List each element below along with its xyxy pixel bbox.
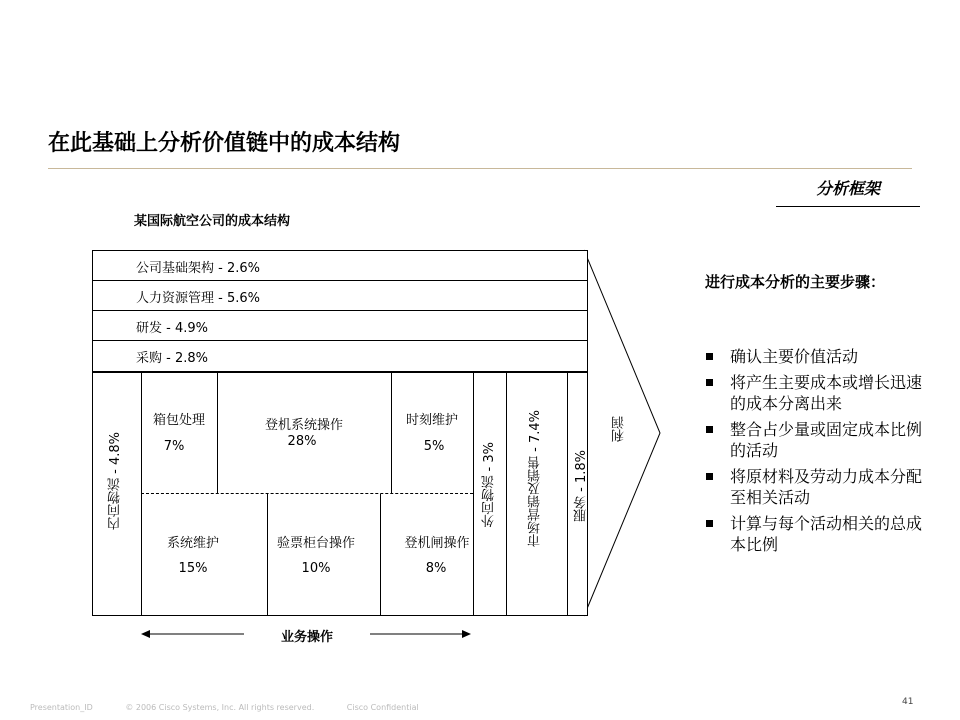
op-boarding-system-name: 登机系统操作 xyxy=(264,418,343,433)
step-text: 整合占少量或固定成本比例的活动 xyxy=(730,420,923,460)
footer-presentation-id: Presentation_ID xyxy=(30,703,93,712)
support-label-rnd: 研发 - 4.9% xyxy=(136,321,208,336)
chart-title: 某国际航空公司的成本结构 xyxy=(134,214,291,229)
steps-title: 进行成本分析的主要步骤： xyxy=(705,273,886,291)
list-item xyxy=(706,372,936,414)
op-gate-name: 登机闸操作 xyxy=(404,536,470,551)
list-item xyxy=(706,346,936,367)
op-gate-pct: 8% xyxy=(425,561,447,576)
support-label-hr: 人力资源管理 - 5.6% xyxy=(136,291,260,306)
op-ticket-counter-name: 验票柜台操作 xyxy=(276,536,355,551)
step-text: 确认主要价值活动 xyxy=(730,347,859,366)
step-text: 将产生主要成本或增长迅速的成本分离出来 xyxy=(730,373,923,413)
footer-copyright: © 2006 Cisco Systems, Inc. All rights reserved. xyxy=(125,703,315,712)
inbound-logistics-label: 内向物流 - 4.8% xyxy=(108,432,123,530)
support-label-procurement: 采购 - 2.8% xyxy=(136,351,208,366)
bullet-icon xyxy=(706,520,713,527)
op-ticket-counter-pct: 10% xyxy=(301,561,331,576)
page-number: 41 xyxy=(902,697,914,707)
footer xyxy=(30,703,449,712)
bullet-icon xyxy=(706,473,713,480)
bullet-icon xyxy=(706,426,713,433)
op-boarding-system-pct: 28% xyxy=(287,434,317,449)
op-system-maintenance-pct: 15% xyxy=(178,561,208,576)
outbound-logistics-label: 外向物流 - 3% xyxy=(482,442,497,528)
operations-label: 业务操作 xyxy=(280,630,333,645)
bullet-icon xyxy=(706,353,713,360)
op-baggage-name: 箱包处理 xyxy=(152,413,205,428)
list-item xyxy=(706,466,936,508)
op-baggage-pct: 7% xyxy=(163,439,185,454)
profit-label: 利润 xyxy=(612,416,627,442)
service-label: 服务 - 1.8% xyxy=(574,450,589,522)
op-schedule-name: 时刻维护 xyxy=(405,413,458,428)
op-system-maintenance-name: 系统维护 xyxy=(166,536,219,551)
steps-list xyxy=(706,346,936,560)
section-tag: 分析框架 xyxy=(815,179,880,198)
support-label-infrastructure: 公司基础架构 - 2.6% xyxy=(136,261,260,276)
step-text: 计算与每个活动相关的总成本比例 xyxy=(730,514,923,554)
op-schedule-pct: 5% xyxy=(423,439,445,454)
list-item xyxy=(706,513,936,555)
bullet-icon xyxy=(706,379,713,386)
marketing-sales-label: 市场营销及销售 - 7.4% xyxy=(528,410,543,547)
list-item xyxy=(706,419,936,461)
footer-confidential: Cisco Confidential xyxy=(346,703,419,712)
step-text: 将原材料及劳动力成本分配至相关活动 xyxy=(730,467,923,507)
page-title: 在此基础上分析价值链中的成本结构 xyxy=(48,131,401,156)
